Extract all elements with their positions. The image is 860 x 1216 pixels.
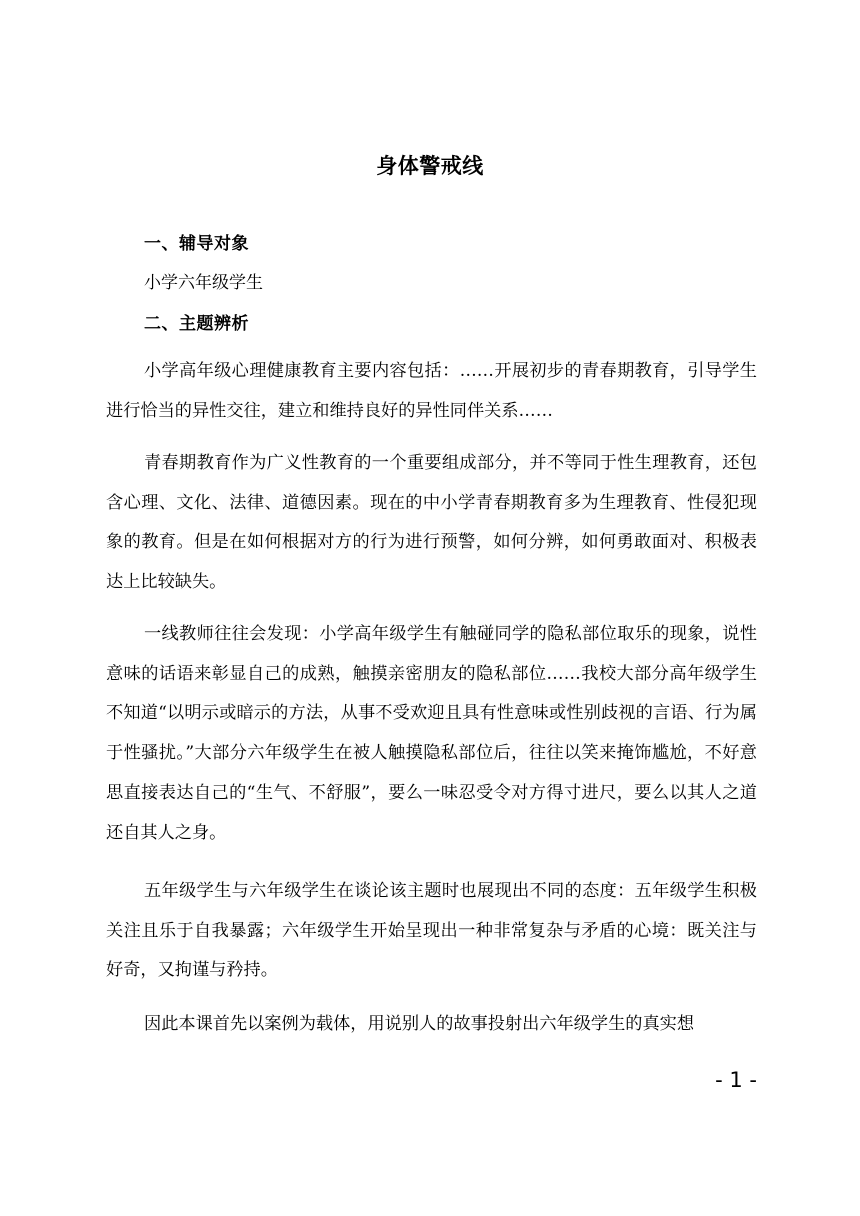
document-title: 身体警戒线 (376, 154, 484, 178)
counseling-target-text: 小学六年级学生 (144, 273, 263, 293)
paragraph-2: 青春期教育作为广义性教育的一个重要组成部分，并不等同于性生理教育，还包含心理、文化、法律、道德因素。现在的中小学青春期教育多为生理教育、性侵犯现象的教育。但是在如何根据对方的行为进行预警，如何分辨，如何勇敢面对、积极表达上比较缺失。 (106, 453, 757, 593)
section-heading-theme-analysis: 二、主题辨析 (144, 314, 249, 334)
paragraph-5: 因此本课首先以案例为载体，用说别人的故事投射出六年级学生的真实想 (144, 1014, 695, 1034)
section-heading-counseling-target: 一、辅导对象 (144, 234, 249, 254)
paragraph-3: 一线教师往往会发现：小学高年级学生有触碰同学的隐私部位取乐的现象，说性意味的话语来彰显自己的成熟，触摸亲密朋友的隐私部位……我校大部分高年级学生不知道“以明示或暗示的方法，从事不受欢迎且具有性意味或性别歧视的言语、行为属于性骚扰。”大部分六年级学生在被人触摸隐私部位后，往往以笑来掩饰尴尬，不好意思直接表达自己的“生气、不舒服”，要么一味忍受令对方得寸进尺，要么以其人之道还自其人之身。 (106, 624, 757, 843)
page-number: - 1 - (715, 1068, 757, 1092)
paragraph-1: 小学高年级心理健康教育主要内容包括：……开展初步的青春期教育，引导学生进行恰当的异性交往，建立和维持良好的异性同伴关系…… (106, 361, 757, 421)
paragraph-4: 五年级学生与六年级学生在谈论该主题时也展现出不同的态度：五年级学生积极关注且乐于自我暴露；六年级学生开始呈现出一种非常复杂与矛盾的心境：既关注与好奇，又拘谨与矜持。 (106, 881, 757, 981)
